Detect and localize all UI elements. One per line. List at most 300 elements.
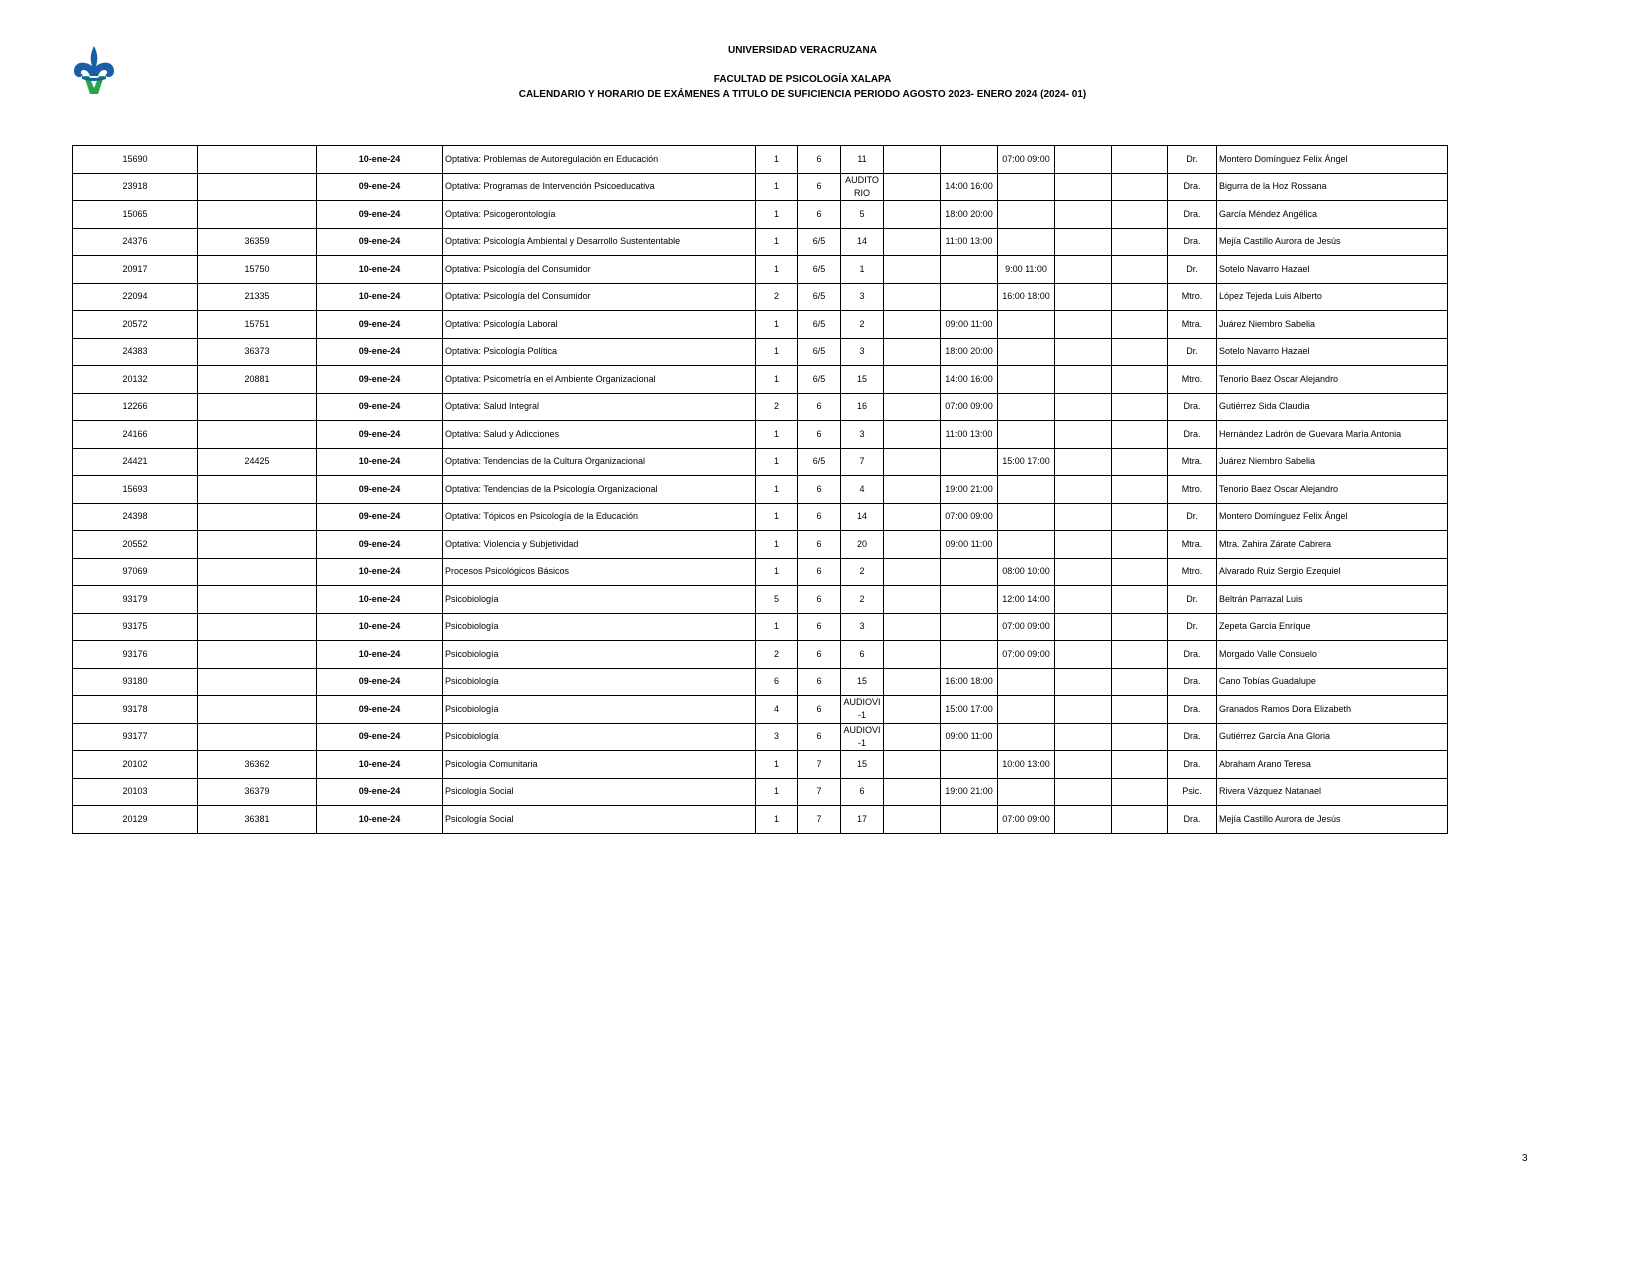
cell-subject: Optativa: Programas de Intervención Psicoeducativa: [443, 173, 756, 201]
cell-nrc-alt: [198, 201, 317, 229]
cell-blank-3: [1112, 393, 1168, 421]
cell-semester: 6: [798, 503, 841, 531]
cell-nrc: 20572: [73, 311, 198, 339]
cell-blank-2: [1055, 531, 1112, 559]
cell-section: 1: [756, 476, 798, 504]
cell-nrc-alt: [198, 476, 317, 504]
cell-section: 2: [756, 283, 798, 311]
cell-time-day2: [998, 393, 1055, 421]
cell-blank-1: [884, 806, 941, 834]
cell-teacher: Granados Ramos Dora Elizabeth: [1217, 696, 1448, 724]
cell-blank-2: [1055, 778, 1112, 806]
cell-time-day2: 07:00 09:00: [998, 613, 1055, 641]
cell-semester: 6: [798, 586, 841, 614]
cell-time-day1: 11:00 13:00: [941, 421, 998, 449]
cell-section: 1: [756, 531, 798, 559]
cell-time-day1: 11:00 13:00: [941, 228, 998, 256]
page-number: 3: [1522, 1153, 1528, 1164]
cell-semester: 6: [798, 393, 841, 421]
cell-section: 1: [756, 228, 798, 256]
cell-subject: Psicología Comunitaria: [443, 751, 756, 779]
cell-subject: Optativa: Psicología del Consumidor: [443, 283, 756, 311]
cell-nrc: 97069: [73, 558, 198, 586]
cell-nrc: 15065: [73, 201, 198, 229]
cell-title: Dr.: [1168, 146, 1217, 174]
table-row: [73, 476, 1448, 504]
cell-room: 3: [841, 613, 884, 641]
table-row: [73, 751, 1448, 779]
cell-blank-1: [884, 366, 941, 394]
cell-subject: Optativa: Psicología Ambiental y Desarrollo Sustententable: [443, 228, 756, 256]
cell-time-day1: 18:00 20:00: [941, 201, 998, 229]
cell-blank-3: [1112, 696, 1168, 724]
cell-blank-1: [884, 283, 941, 311]
cell-exam-date: 10-ene-24: [317, 806, 443, 834]
cell-time-day1: 14:00 16:00: [941, 173, 998, 201]
cell-exam-date: 09-ene-24: [317, 201, 443, 229]
cell-exam-date: 09-ene-24: [317, 366, 443, 394]
cell-nrc: 20552: [73, 531, 198, 559]
exam-schedule-table: [72, 145, 1448, 834]
cell-blank-1: [884, 641, 941, 669]
cell-time-day2: [998, 531, 1055, 559]
cell-nrc-alt: [198, 558, 317, 586]
cell-time-day1: [941, 751, 998, 779]
cell-teacher: Hernández Ladrón de Guevara María Antonia: [1217, 421, 1448, 449]
cell-nrc: 20917: [73, 256, 198, 284]
cell-title: Dr.: [1168, 338, 1217, 366]
cell-blank-2: [1055, 806, 1112, 834]
table-row: [73, 448, 1448, 476]
cell-subject: Psicobiología: [443, 696, 756, 724]
cell-blank-1: [884, 723, 941, 751]
cell-blank-1: [884, 173, 941, 201]
cell-blank-3: [1112, 723, 1168, 751]
cell-blank-1: [884, 201, 941, 229]
cell-nrc-alt: 36379: [198, 778, 317, 806]
cell-room: AUDIOVI-1: [841, 696, 884, 724]
cell-blank-3: [1112, 201, 1168, 229]
cell-title: Dr.: [1168, 503, 1217, 531]
cell-nrc-alt: 36362: [198, 751, 317, 779]
cell-room: 3: [841, 421, 884, 449]
cell-time-day2: [998, 338, 1055, 366]
cell-time-day1: 15:00 17:00: [941, 696, 998, 724]
cell-subject: Psicobiología: [443, 586, 756, 614]
cell-blank-3: [1112, 338, 1168, 366]
cell-blank-1: [884, 778, 941, 806]
cell-subject: Optativa: Problemas de Autoregulación en Educación: [443, 146, 756, 174]
cell-blank-1: [884, 146, 941, 174]
cell-room: 6: [841, 641, 884, 669]
table-row: [73, 146, 1448, 174]
cell-blank-2: [1055, 283, 1112, 311]
cell-teacher: Sotelo Navarro Hazael: [1217, 338, 1448, 366]
cell-blank-3: [1112, 421, 1168, 449]
table-row: [73, 641, 1448, 669]
cell-teacher: García Méndez Angélica: [1217, 201, 1448, 229]
cell-semester: 6: [798, 613, 841, 641]
cell-semester: 6: [798, 641, 841, 669]
cell-semester: 7: [798, 778, 841, 806]
cell-blank-1: [884, 311, 941, 339]
cell-nrc: 20129: [73, 806, 198, 834]
cell-time-day2: 15:00 17:00: [998, 448, 1055, 476]
cell-time-day1: 07:00 09:00: [941, 503, 998, 531]
cell-time-day1: [941, 283, 998, 311]
cell-room: 11: [841, 146, 884, 174]
cell-room: 15: [841, 366, 884, 394]
cell-room: 2: [841, 586, 884, 614]
cell-time-day1: 09:00 11:00: [941, 531, 998, 559]
cell-subject: Optativa: Psicometría en el Ambiente Organizacional: [443, 366, 756, 394]
cell-nrc: 22094: [73, 283, 198, 311]
cell-section: 1: [756, 421, 798, 449]
cell-semester: 6: [798, 173, 841, 201]
cell-title: Dra.: [1168, 668, 1217, 696]
cell-section: 1: [756, 751, 798, 779]
table-row: [73, 256, 1448, 284]
cell-nrc-alt: [198, 393, 317, 421]
cell-nrc-alt: 24425: [198, 448, 317, 476]
table-row: [73, 393, 1448, 421]
cell-time-day1: 09:00 11:00: [941, 311, 998, 339]
cell-nrc: 93180: [73, 668, 198, 696]
cell-blank-3: [1112, 751, 1168, 779]
cell-blank-1: [884, 393, 941, 421]
cell-blank-3: [1112, 806, 1168, 834]
cell-blank-2: [1055, 201, 1112, 229]
cell-section: 5: [756, 586, 798, 614]
cell-title: Dra.: [1168, 806, 1217, 834]
cell-title: Mtro.: [1168, 476, 1217, 504]
cell-blank-1: [884, 338, 941, 366]
table-row: [73, 228, 1448, 256]
cell-blank-3: [1112, 366, 1168, 394]
cell-title: Mtra.: [1168, 311, 1217, 339]
cell-exam-date: 10-ene-24: [317, 256, 443, 284]
cell-exam-date: 10-ene-24: [317, 146, 443, 174]
cell-time-day2: [998, 228, 1055, 256]
cell-section: 1: [756, 448, 798, 476]
cell-time-day2: 07:00 09:00: [998, 641, 1055, 669]
cell-time-day1: [941, 256, 998, 284]
document-title: CALENDARIO Y HORARIO DE EXÁMENES A TITULO DE SUFICIENCIA PERIODO AGOSTO 2023- ENERO 2024 (2024- 01): [518, 89, 1087, 100]
cell-blank-2: [1055, 393, 1112, 421]
cell-section: 2: [756, 393, 798, 421]
cell-blank-3: [1112, 503, 1168, 531]
cell-blank-1: [884, 586, 941, 614]
cell-nrc-alt: [198, 531, 317, 559]
cell-teacher: López Tejeda Luis Alberto: [1217, 283, 1448, 311]
cell-time-day2: [998, 311, 1055, 339]
cell-blank-2: [1055, 503, 1112, 531]
cell-blank-2: [1055, 338, 1112, 366]
cell-teacher: Juárez Niembro Sabelia: [1217, 311, 1448, 339]
cell-nrc: 15690: [73, 146, 198, 174]
cell-nrc: 23918: [73, 173, 198, 201]
cell-blank-2: [1055, 723, 1112, 751]
cell-subject: Psicobiología: [443, 613, 756, 641]
cell-teacher: Mejía Castillo Aurora de Jesús: [1217, 806, 1448, 834]
cell-room: 6: [841, 778, 884, 806]
cell-blank-2: [1055, 366, 1112, 394]
cell-time-day1: 09:00 11:00: [941, 723, 998, 751]
cell-blank-2: [1055, 751, 1112, 779]
cell-room: AUDITORIO: [841, 173, 884, 201]
cell-subject: Optativa: Tendencias de la Psicología Organizacional: [443, 476, 756, 504]
cell-blank-1: [884, 696, 941, 724]
cell-exam-date: 09-ene-24: [317, 531, 443, 559]
cell-time-day1: 19:00 21:00: [941, 476, 998, 504]
cell-nrc-alt: [198, 173, 317, 201]
cell-semester: 6/5: [798, 366, 841, 394]
faculty-name: FACULTAD DE PSICOLOGÍA XALAPA: [713, 74, 892, 85]
cell-title: Dra.: [1168, 696, 1217, 724]
cell-teacher: Rivera Vázquez Natanael: [1217, 778, 1448, 806]
cell-semester: 7: [798, 751, 841, 779]
table-row: [73, 723, 1448, 751]
cell-nrc: 20103: [73, 778, 198, 806]
cell-nrc: 20132: [73, 366, 198, 394]
cell-exam-date: 09-ene-24: [317, 668, 443, 696]
cell-blank-2: [1055, 256, 1112, 284]
cell-teacher: Mejía Castillo Aurora de Jesús: [1217, 228, 1448, 256]
cell-title: Dr.: [1168, 586, 1217, 614]
cell-exam-date: 10-ene-24: [317, 558, 443, 586]
cell-nrc-alt: 36359: [198, 228, 317, 256]
cell-nrc-alt: [198, 696, 317, 724]
cell-section: 1: [756, 778, 798, 806]
cell-time-day1: [941, 448, 998, 476]
cell-blank-1: [884, 558, 941, 586]
cell-time-day1: 14:00 16:00: [941, 366, 998, 394]
table-row: [73, 778, 1448, 806]
table-row: [73, 366, 1448, 394]
cell-subject: Optativa: Violencia y Subjetividad: [443, 531, 756, 559]
cell-semester: 6: [798, 696, 841, 724]
cell-exam-date: 09-ene-24: [317, 173, 443, 201]
cell-blank-3: [1112, 311, 1168, 339]
cell-teacher: Tenorio Baez Oscar Alejandro: [1217, 476, 1448, 504]
cell-blank-3: [1112, 146, 1168, 174]
cell-section: 1: [756, 558, 798, 586]
cell-semester: 6: [798, 201, 841, 229]
cell-semester: 6/5: [798, 256, 841, 284]
cell-time-day2: [998, 366, 1055, 394]
cell-exam-date: 10-ene-24: [317, 751, 443, 779]
cell-title: Dra.: [1168, 421, 1217, 449]
table-row: [73, 558, 1448, 586]
cell-subject: Optativa: Psicogerontología: [443, 201, 756, 229]
cell-subject: Psicobiología: [443, 723, 756, 751]
cell-subject: Optativa: Tendencias de la Cultura Organizacional: [443, 448, 756, 476]
cell-nrc-alt: 21335: [198, 283, 317, 311]
cell-exam-date: 09-ene-24: [317, 338, 443, 366]
cell-blank-3: [1112, 531, 1168, 559]
cell-time-day2: [998, 503, 1055, 531]
cell-semester: 6: [798, 668, 841, 696]
cell-time-day1: [941, 613, 998, 641]
cell-semester: 6: [798, 531, 841, 559]
cell-room: 17: [841, 806, 884, 834]
cell-blank-3: [1112, 558, 1168, 586]
cell-blank-2: [1055, 586, 1112, 614]
cell-time-day2: [998, 201, 1055, 229]
cell-section: 1: [756, 503, 798, 531]
cell-blank-3: [1112, 256, 1168, 284]
cell-title: Dra.: [1168, 228, 1217, 256]
cell-exam-date: 09-ene-24: [317, 778, 443, 806]
cell-subject: Psicología Social: [443, 778, 756, 806]
cell-time-day2: 12:00 14:00: [998, 586, 1055, 614]
cell-subject: Optativa: Psicología del Consumidor: [443, 256, 756, 284]
cell-teacher: Alvarado Ruiz Sergio Ezequiel: [1217, 558, 1448, 586]
cell-section: 1: [756, 806, 798, 834]
cell-exam-date: 10-ene-24: [317, 448, 443, 476]
cell-title: Dra.: [1168, 751, 1217, 779]
cell-teacher: Tenorio Baez Oscar Alejandro: [1217, 366, 1448, 394]
cell-semester: 6: [798, 723, 841, 751]
cell-teacher: Morgado Valle Consuelo: [1217, 641, 1448, 669]
cell-semester: 7: [798, 806, 841, 834]
cell-room: 14: [841, 228, 884, 256]
cell-exam-date: 09-ene-24: [317, 228, 443, 256]
cell-blank-1: [884, 448, 941, 476]
university-name: UNIVERSIDAD VERACRUZANA: [728, 45, 877, 56]
cell-blank-2: [1055, 668, 1112, 696]
cell-blank-3: [1112, 228, 1168, 256]
cell-nrc: 24398: [73, 503, 198, 531]
cell-exam-date: 10-ene-24: [317, 283, 443, 311]
cell-room: 3: [841, 338, 884, 366]
cell-semester: 6: [798, 476, 841, 504]
cell-subject: Optativa: Psicología Política: [443, 338, 756, 366]
cell-nrc: 24421: [73, 448, 198, 476]
cell-blank-2: [1055, 173, 1112, 201]
cell-time-day1: [941, 586, 998, 614]
cell-time-day1: [941, 558, 998, 586]
cell-title: Mtro.: [1168, 366, 1217, 394]
cell-nrc-alt: 20881: [198, 366, 317, 394]
table-row: [73, 311, 1448, 339]
cell-exam-date: 09-ene-24: [317, 421, 443, 449]
cell-title: Dra.: [1168, 201, 1217, 229]
cell-blank-3: [1112, 586, 1168, 614]
cell-section: 1: [756, 201, 798, 229]
cell-room: 16: [841, 393, 884, 421]
cell-semester: 6/5: [798, 338, 841, 366]
cell-title: Mtro.: [1168, 558, 1217, 586]
table-row: [73, 338, 1448, 366]
cell-blank-3: [1112, 613, 1168, 641]
cell-blank-2: [1055, 476, 1112, 504]
cell-time-day2: 16:00 18:00: [998, 283, 1055, 311]
cell-teacher: Cano Tobías Guadalupe: [1217, 668, 1448, 696]
cell-time-day2: 07:00 09:00: [998, 146, 1055, 174]
cell-semester: 6/5: [798, 283, 841, 311]
cell-teacher: Bigurra de la Hoz Rossana: [1217, 173, 1448, 201]
cell-blank-3: [1112, 641, 1168, 669]
cell-room: 7: [841, 448, 884, 476]
table-row: [73, 668, 1448, 696]
cell-blank-2: [1055, 228, 1112, 256]
cell-nrc: 93175: [73, 613, 198, 641]
cell-time-day1: [941, 146, 998, 174]
table-row: [73, 806, 1448, 834]
cell-time-day2: 07:00 09:00: [998, 806, 1055, 834]
cell-exam-date: 09-ene-24: [317, 393, 443, 421]
cell-time-day2: [998, 723, 1055, 751]
cell-blank-1: [884, 751, 941, 779]
cell-blank-3: [1112, 778, 1168, 806]
cell-subject: Psicobiología: [443, 668, 756, 696]
cell-exam-date: 10-ene-24: [317, 613, 443, 641]
cell-time-day2: [998, 696, 1055, 724]
cell-time-day1: [941, 641, 998, 669]
cell-room: 1: [841, 256, 884, 284]
cell-title: Mtro.: [1168, 283, 1217, 311]
cell-time-day2: 10:00 13:00: [998, 751, 1055, 779]
cell-blank-3: [1112, 448, 1168, 476]
cell-blank-1: [884, 503, 941, 531]
cell-title: Dra.: [1168, 393, 1217, 421]
cell-nrc: 93176: [73, 641, 198, 669]
cell-subject: Optativa: Salud y Adicciones: [443, 421, 756, 449]
cell-nrc: 93177: [73, 723, 198, 751]
cell-title: Dr.: [1168, 613, 1217, 641]
cell-teacher: Mtra. Zahira Zárate Cabrera: [1217, 531, 1448, 559]
cell-room: 2: [841, 311, 884, 339]
cell-time-day2: 9:00 11:00: [998, 256, 1055, 284]
cell-time-day1: 07:00 09:00: [941, 393, 998, 421]
cell-section: 4: [756, 696, 798, 724]
cell-exam-date: 09-ene-24: [317, 696, 443, 724]
cell-teacher: Beltrán Parrazal Luis: [1217, 586, 1448, 614]
cell-title: Psic.: [1168, 778, 1217, 806]
cell-subject: Psicobiología: [443, 641, 756, 669]
cell-exam-date: 09-ene-24: [317, 503, 443, 531]
cell-nrc: 24376: [73, 228, 198, 256]
cell-nrc: 12266: [73, 393, 198, 421]
cell-nrc-alt: 15751: [198, 311, 317, 339]
cell-nrc: 24383: [73, 338, 198, 366]
cell-blank-2: [1055, 421, 1112, 449]
cell-nrc-alt: [198, 586, 317, 614]
cell-nrc-alt: 15750: [198, 256, 317, 284]
cell-section: 6: [756, 668, 798, 696]
cell-title: Dr.: [1168, 256, 1217, 284]
cell-teacher: Gutiérrez Sida Claudia: [1217, 393, 1448, 421]
cell-title: Mtra.: [1168, 448, 1217, 476]
cell-semester: 6/5: [798, 448, 841, 476]
cell-room: 5: [841, 201, 884, 229]
cell-time-day2: 08:00 10:00: [998, 558, 1055, 586]
cell-room: 4: [841, 476, 884, 504]
cell-time-day2: [998, 668, 1055, 696]
table-row: [73, 531, 1448, 559]
cell-nrc-alt: [198, 613, 317, 641]
cell-nrc-alt: [198, 146, 317, 174]
cell-subject: Psicología Social: [443, 806, 756, 834]
cell-section: 1: [756, 173, 798, 201]
cell-teacher: Gutiérrez García Ana Gloria: [1217, 723, 1448, 751]
cell-teacher: Abraham Arano Teresa: [1217, 751, 1448, 779]
cell-exam-date: 09-ene-24: [317, 311, 443, 339]
table-row: [73, 173, 1448, 201]
cell-nrc-alt: 36373: [198, 338, 317, 366]
table-row: [73, 503, 1448, 531]
